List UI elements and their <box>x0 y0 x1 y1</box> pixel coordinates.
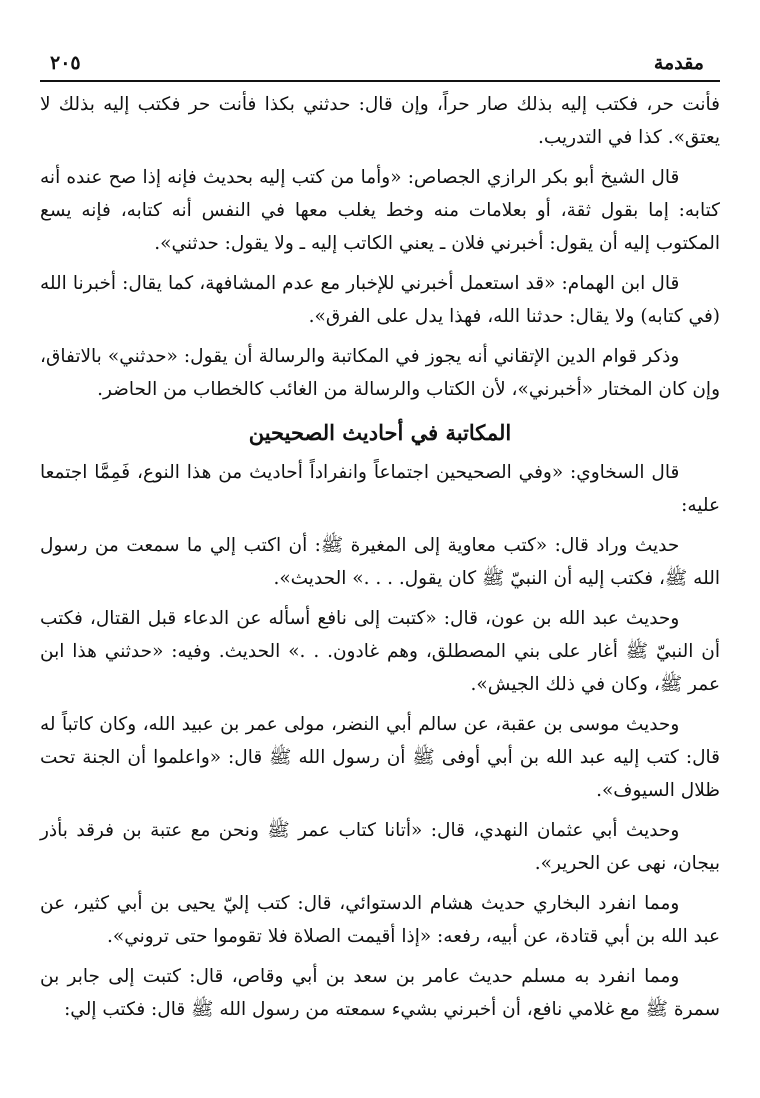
paragraph: قال السخاوي: «وفي الصحيحين اجتماعاً وانفراداً أحاديث من هذا النوع، فَمِمَّا اجتمعا عليه: <box>40 462 720 516</box>
page-number: ٢٠٥ <box>50 52 81 74</box>
page-body <box>40 88 720 1026</box>
section-heading: المكاتبة في أحاديث الصحيحين <box>248 420 512 445</box>
page-header <box>40 52 720 82</box>
paragraph: وذكر قوام الدين الإتقاني أنه يجوز في المكاتبة والرسالة أن يقول: «حدثني» بالاتفاق، وإن كان المختار «أخبرني»، لأن الكتاب والرسالة من الغائب كالخطاب من الحاضر. <box>40 346 720 400</box>
paragraph: فأنت حر، فكتب إليه بذلك صار حراً، وإن قال: حدثني بكذا فأنت حر فكتب إليه بذلك لا يعتق». كذا في التدريب. <box>40 94 720 148</box>
paragraph: وحديث موسى بن عقبة، عن سالم أبي النضر، مولى عمر بن عبيد الله، وكان كاتباً له قال: كتب إليه عبد الله بن أبي أوفى ﷺ أن رسول الله ﷺ قال: «واعلموا أن الجنة تحت ظلال السيوف». <box>40 714 720 801</box>
paragraph: ومما انفرد به مسلم حديث عامر بن سعد بن أبي وقاص، قال: كتبت إلى جابر بن سمرة ﷺ مع غلامي نافع، أن أخبرني بشيء سمعته من رسول الله ﷺ قال: فكتب إلي: <box>40 966 720 1020</box>
chapter-title: مقدمة <box>653 52 704 74</box>
paragraph: وحديث أبي عثمان النهدي، قال: «أتانا كتاب عمر ﷺ ونحن مع عتبة بن فرقد بأذر بيجان، نهى عن الحرير». <box>40 820 720 874</box>
paragraph: قال ابن الهمام: «قد استعمل أخبرني للإخبار مع عدم المشافهة، كما يقال: أخبرنا الله (في كتابه) ولا يقال: حدثنا الله، فهذا يدل على الفرق». <box>40 273 720 327</box>
paragraph: حديث وراد قال: «كتب معاوية إلى المغيرة ﷺ: أن اكتب إلي ما سمعت من رسول الله ﷺ، فكتب إليه أن النبيّ ﷺ كان يقول. . . .» الحديث». <box>40 535 720 589</box>
paragraph: ومما انفرد البخاري حديث هشام الدستوائي، قال: كتب إليّ يحيى بن أبي كثير، عن عبد الله بن أبي قتادة، عن أبيه، رفعه: «إذا أقيمت الصلاة فلا تقوموا حتى تروني». <box>40 893 720 947</box>
paragraph: قال الشيخ أبو بكر الرازي الجصاص: «وأما من كتب إليه بحديث فإنه إذا صح عنده أنه كتابه: إما بقول ثقة، أو بعلامات منه وخط يغلب معها في النفس أنه كتابه، فإنه يسع المكتوب إليه أن يقول: أخبرني فلان ـ يعني الكاتب إليه ـ ولا يقول: حدثني». <box>40 167 720 254</box>
paragraph: وحديث عبد الله بن عون، قال: «كتبت إلى نافع أسأله عن الدعاء قبل القتال، فكتب أن النبيّ ﷺ أغار على بني المصطلق، وهم غادون. . .» الحديث. وفيه: «حدثني هذا ابن عمر ﷺ، وكان في ذلك الجيش». <box>40 608 720 695</box>
